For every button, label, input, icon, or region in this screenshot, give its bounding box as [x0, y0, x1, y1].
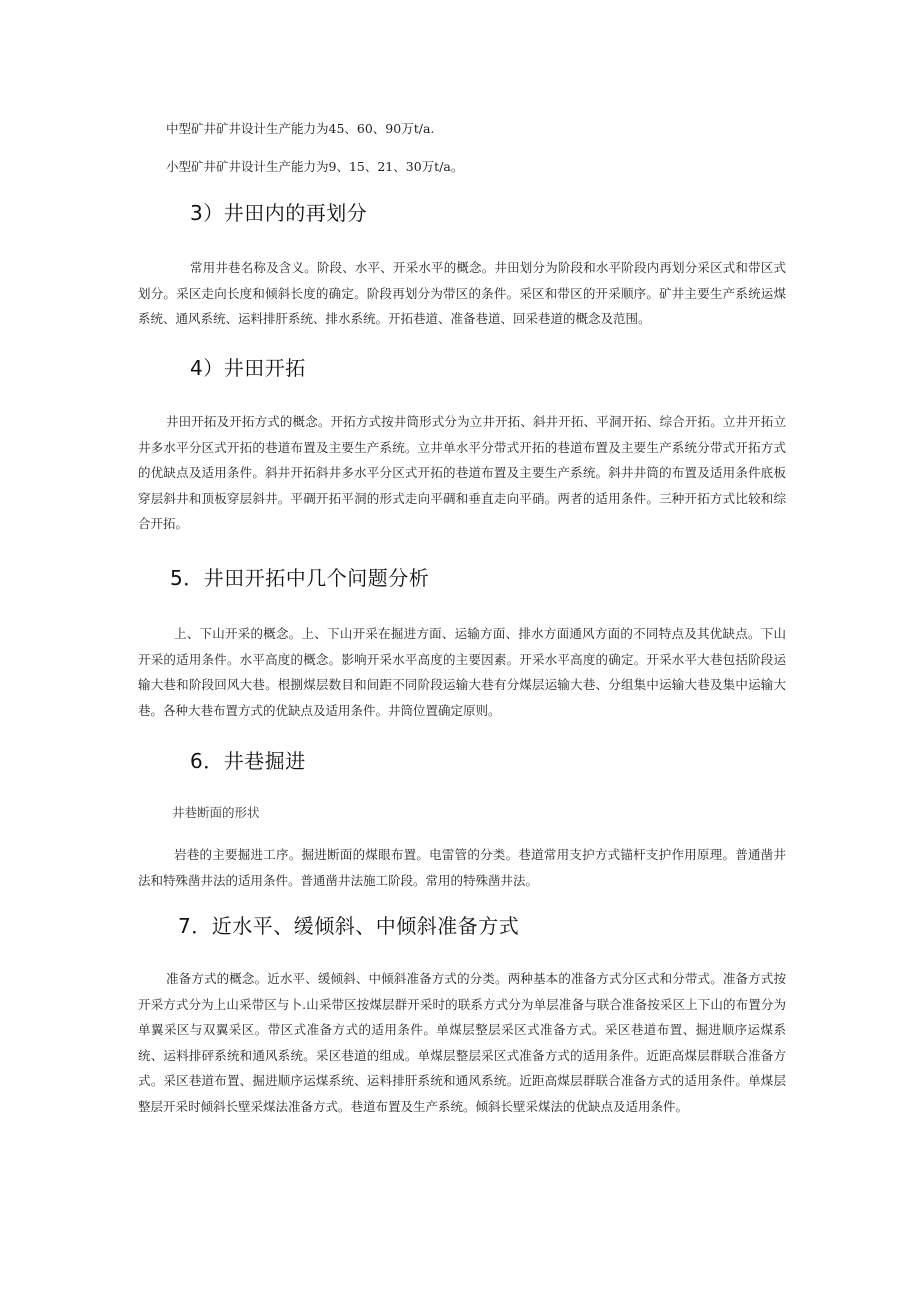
section-heading-6: 6．井巷掘进 [190, 749, 306, 773]
section-heading-5: 5．井田开拓中几个问题分析 [170, 566, 430, 590]
section-heading-7: 7．近水平、缓倾斜、中倾斜准备方式 [178, 914, 520, 938]
section-body-5: 上、下山开采的概念。上、下山开采在掘进方面、运输方面、排水方面通风方面的不同特点及其优缺点。下山开采的适用条件。水平高度的概念。影响开采水平高度的主要因素。开采水平高度的确定。开采水平大巷包括阶段运输大巷和阶段回风大巷。根捌煤层数目和间距不同阶段运输大巷有分煤层运输大巷、分组集中运输大巷及集中运输大巷。各种大巷布置方式的优缺点及适用条件。井筒位置确定原则。 [138, 626, 786, 718]
section-body-3: 常用井巷名称及含义。阶段、水平、开采水平的概念。井田划分为阶段和水平阶段内再划分采区式和带区式划分。采区走向长度和倾斜长度的确定。阶段再划分为带区的条件。采区和带区的开采顺序。矿井主要生产系统运煤系统、通风系统、运料排肝系统、排水系统。开拓巷道、准备巷道、回采巷道的概念及范围。 [138, 260, 786, 326]
section-body-7: 准备方式的概念。近水平、缓倾斜、中倾斜准备方式的分类。两种基本的准备方式分区式和分带式。准备方式按开采方式分为上山采带区与卜.山采带区按煤层群开采时的联系方式分为单层准备与联合准备按采区上下山的布置分为单翼采区与双翼采区。带区式准备方式的适用条件。单煤层整层采区式准备方式。采区巷道布置、掘进顺序运煤系统、运料排砰系统和通风系统。采区巷道的组成。单煤层整层采区式准备方式的适用条件。近距高煤层群联合准备方式。采区巷道布置、掘进顺序运煤系统、运料排肝系统和通风系统。近距高煤层群联合准备方式的适用条件。单煤层整层开采时倾斜长壁采煤法准备方式。巷道布置及生产系统。倾斜长壁采煤法的优缺点及适用条件。 [138, 971, 786, 1114]
section-body-4: 井田开拓及开拓方式的概念。开拓方式按井筒形式分为立井开拓、斜井开拓、平洞开拓、综合开拓。立井开拓立井多水平分区式开拓的巷道布置及主要生产系统。立井单水平分带式开拓的巷道布置及主要生产系统分带式开拓方式的优缺点及适用条件。斜井开拓斜井多水平分区式开拓的巷道布置及主要生产系统。斜井井筒的布置及适用条件底板穿层斜井和顶板穿层斜井。平碉开拓平洞的形式走向平碉和垂直走向平硝。两者的适用条件。三种开拓方式比较和综合开拓。 [138, 414, 786, 531]
intro-line-medium-mine: 中型矿井矿井设计生产能力为45、60、90万t/a. [166, 121, 435, 136]
section-heading-4: 4）井田开拓 [190, 356, 306, 380]
section-subheading-6: 井巷断面的形状 [172, 805, 260, 820]
intro-line-small-mine: 小型矿井矿井设计生产能力为9、15、21、30万t/a。 [166, 159, 464, 174]
section-body-6: 岩巷的主要掘进工序。掘进断面的煤眼布置。电雷管的分类。巷道常用支护方式锚杆支护作用原理。普通凿井法和特殊凿井法的适用条件。普通凿井法施工阶段。常用的特殊凿井法。 [138, 847, 786, 888]
section-heading-3: 3）井田内的再划分 [190, 201, 368, 225]
